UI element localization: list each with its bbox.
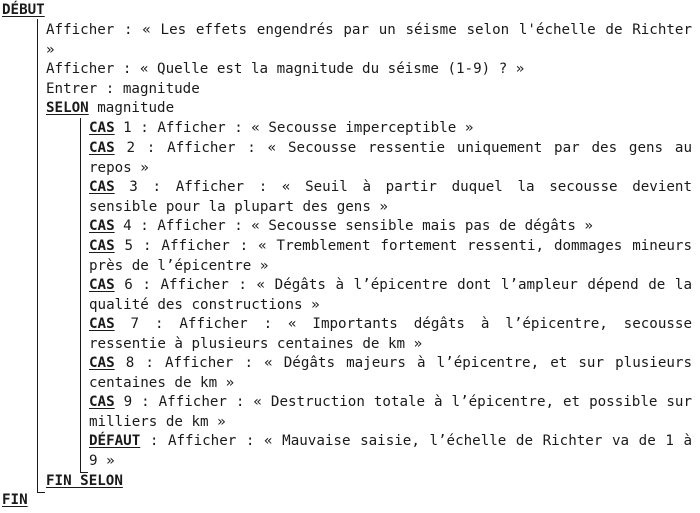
case-keyword: CAS <box>89 238 115 254</box>
default-keyword: DÉFAUT <box>89 433 141 449</box>
input-statement: Entrer : magnitude <box>46 81 200 97</box>
select-keyword: SELON <box>46 100 89 116</box>
case-1 <box>89 119 473 139</box>
case-text: : Afficher : « Destruction totale à l’épicentre, et possible sur milliers de km » <box>89 394 692 430</box>
case-9 <box>89 393 692 432</box>
case-text: : Afficher : « Importants dégâts à l’épicentre, secousse ressentie à plusieurs centaines de km » <box>89 316 692 352</box>
default-case <box>89 432 692 471</box>
case-4 <box>89 217 593 237</box>
end-keyword: FIN <box>2 492 28 508</box>
case-keyword: CAS <box>89 316 115 332</box>
case-text: : Afficher : « Dégâts à l’épicentre dont l’ampleur dépend de la qualité des constructions » <box>89 277 692 313</box>
case-keyword: CAS <box>89 355 115 371</box>
case-text: : Afficher : « Secousse sensible mais pas de dégâts » <box>131 218 593 234</box>
case-number: 9 <box>123 394 133 410</box>
case-5 <box>89 237 692 276</box>
begin-block-bottom-bar <box>37 492 45 493</box>
begin-keyword: DÉBUT <box>2 2 45 18</box>
case-text: : Afficher : « Secousse imperceptible » <box>131 120 474 136</box>
case-text: : Afficher : « Dégâts majeurs à l’épicentre, et sur plusieurs centaines de km » <box>89 355 692 391</box>
prompt-output-statement: Afficher : « Quelle est la magnitude du séisme (1-9) ? » <box>46 61 525 77</box>
case-keyword: CAS <box>89 394 115 410</box>
case-number: 8 <box>125 355 135 371</box>
case-number: 6 <box>124 277 133 293</box>
select-block-bar <box>80 118 81 473</box>
case-number: 7 <box>130 316 140 332</box>
case-3 <box>89 178 692 217</box>
case-2 <box>89 139 692 178</box>
case-keyword: CAS <box>89 140 115 156</box>
case-keyword: CAS <box>89 179 115 195</box>
case-number: 1 <box>123 120 132 136</box>
case-number: 3 <box>129 179 138 195</box>
case-keyword: CAS <box>89 277 115 293</box>
case-text: : Afficher : « Tremblement fortement ressenti, dommages mineurs près de l’épicentre » <box>89 238 692 274</box>
end-select-keyword: FIN SELON <box>46 473 123 489</box>
begin-block-bar <box>37 19 38 493</box>
case-text: : Afficher : « Secousse ressentie uniquement par des gens au repos » <box>89 140 692 176</box>
default-text: : Afficher : « Mauvaise saisie, l’échelle de Richter va de 1 à 9 » <box>89 433 692 469</box>
case-6 <box>89 276 692 315</box>
title-output-statement: Afficher : « Les effets engendrés par un séisme selon l'échelle de Richter » <box>46 22 692 58</box>
case-keyword: CAS <box>89 218 115 234</box>
case-keyword: CAS <box>89 120 115 136</box>
select-variable: magnitude <box>97 100 175 116</box>
case-8 <box>89 354 692 393</box>
case-7 <box>89 315 692 354</box>
case-text: : Afficher : « Seuil à partir duquel la secousse devient sensible pour la plupart des gens » <box>89 179 693 215</box>
case-number: 5 <box>124 238 134 254</box>
case-number: 2 <box>126 140 135 156</box>
select-statement <box>46 99 174 119</box>
case-number: 4 <box>123 218 132 234</box>
